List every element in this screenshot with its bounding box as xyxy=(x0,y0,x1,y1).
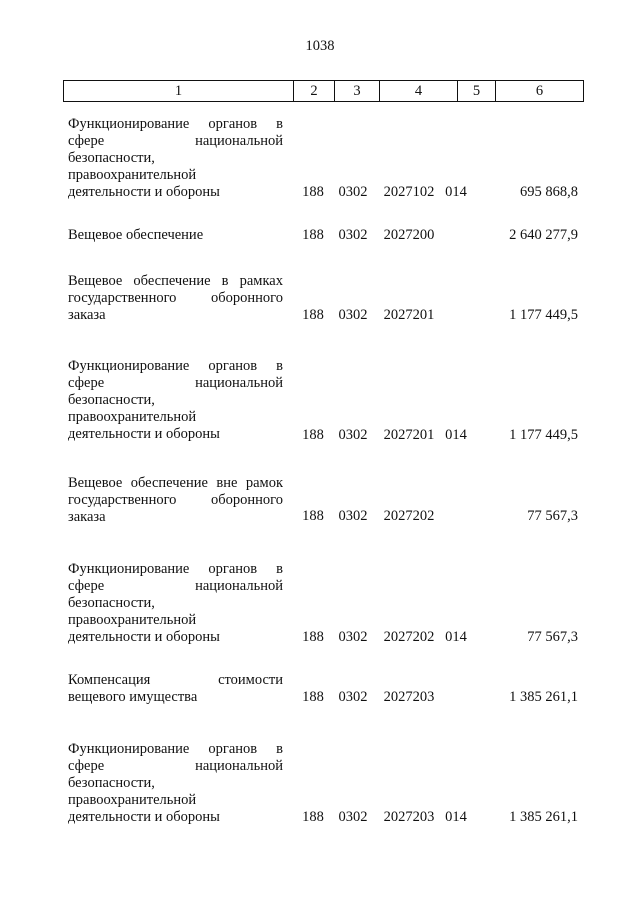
row-name xyxy=(68,358,283,443)
row-name xyxy=(68,561,283,646)
row-name-line: Функционирование органов в xyxy=(68,358,283,374)
table-header xyxy=(63,80,584,102)
row-name-line: сфере национальной xyxy=(68,133,283,149)
row-name-line: Вещевое обеспечение в рамках xyxy=(68,273,283,289)
row-amount: 1 385 261,1 xyxy=(509,809,578,825)
row-code-3: 0302 xyxy=(338,307,368,323)
row-name-line: деятельности и обороны xyxy=(68,809,220,825)
row-code-4: 2027102 xyxy=(383,184,435,200)
row-code-3: 0302 xyxy=(338,227,368,243)
row-name xyxy=(68,672,283,706)
row-code-4: 2027203 xyxy=(383,809,435,825)
row-name xyxy=(68,741,283,826)
row-code-5: 014 xyxy=(445,427,467,443)
row-name-line: Компенсация стоимости xyxy=(68,672,283,688)
row-name-line: государственного оборонного xyxy=(68,290,283,306)
row-code-4: 2027202 xyxy=(383,629,435,645)
row-amount: 1 177 449,5 xyxy=(509,307,578,323)
row-code-2: 188 xyxy=(302,184,324,200)
row-code-3: 0302 xyxy=(338,427,368,443)
row-name-line: Функционирование органов в xyxy=(68,561,283,577)
row-code-4: 2027201 xyxy=(383,427,435,443)
row-name-line: правоохранительной xyxy=(68,612,197,628)
row-name-line: деятельности и обороны xyxy=(68,629,220,645)
row-name-line: деятельности и обороны xyxy=(68,184,220,200)
header-col-3: 3 xyxy=(335,81,380,101)
row-code-2: 188 xyxy=(302,809,324,825)
row-code-4: 2027203 xyxy=(383,689,435,705)
row-code-2: 188 xyxy=(302,427,324,443)
row-code-3: 0302 xyxy=(338,689,368,705)
row-code-3: 0302 xyxy=(338,184,368,200)
row-code-2: 188 xyxy=(302,689,324,705)
row-name-line: безопасности, xyxy=(68,595,155,611)
row-name-line: государственного оборонного xyxy=(68,492,283,508)
row-name xyxy=(68,227,283,244)
row-name-line: заказа xyxy=(68,307,106,323)
row-code-3: 0302 xyxy=(338,809,368,825)
header-col-1: 1 xyxy=(64,81,294,101)
row-name-line: безопасности, xyxy=(68,392,155,408)
row-code-2: 188 xyxy=(302,307,324,323)
row-name-line: Функционирование органов в xyxy=(68,116,283,132)
row-name xyxy=(68,273,283,324)
row-name-line: Функционирование органов в xyxy=(68,741,283,757)
row-amount: 1 177 449,5 xyxy=(509,427,578,443)
row-name-line: безопасности, xyxy=(68,775,155,791)
header-col-4: 4 xyxy=(380,81,458,101)
row-name-line: сфере национальной xyxy=(68,375,283,391)
row-name-line: сфере национальной xyxy=(68,758,283,774)
row-code-2: 188 xyxy=(302,629,324,645)
row-code-5: 014 xyxy=(445,809,467,825)
header-col-6: 6 xyxy=(535,83,544,99)
row-amount: 77 567,3 xyxy=(527,629,578,645)
row-name xyxy=(68,116,283,201)
page-number: 1038 xyxy=(305,38,335,54)
row-amount: 695 868,8 xyxy=(520,184,578,200)
row-name-line: Вещевое обеспечение вне рамок xyxy=(68,475,283,491)
row-name-line: Вещевое обеспечение xyxy=(68,227,204,243)
row-name-line: сфере национальной xyxy=(68,578,283,594)
row-code-4: 2027202 xyxy=(383,508,435,524)
row-code-5: 014 xyxy=(445,184,467,200)
row-name-line: вещевого имущества xyxy=(68,689,198,705)
row-name-line: правоохранительной xyxy=(68,167,197,183)
row-code-3: 0302 xyxy=(338,629,368,645)
row-name xyxy=(68,475,283,526)
row-code-2: 188 xyxy=(302,508,324,524)
row-name-line: правоохранительной xyxy=(68,409,197,425)
row-name-line: деятельности и обороны xyxy=(68,426,220,442)
header-col-5: 5 xyxy=(458,81,496,101)
header-col-2: 2 xyxy=(294,81,335,101)
row-amount: 1 385 261,1 xyxy=(509,689,578,705)
row-code-4: 2027201 xyxy=(383,307,435,323)
row-code-2: 188 xyxy=(302,227,324,243)
row-name-line: заказа xyxy=(68,509,106,525)
row-code-3: 0302 xyxy=(338,508,368,524)
row-name-line: правоохранительной xyxy=(68,792,197,808)
row-amount: 77 567,3 xyxy=(527,508,578,524)
row-name-line: безопасности, xyxy=(68,150,155,166)
row-code-5: 014 xyxy=(445,629,467,645)
row-amount: 2 640 277,9 xyxy=(509,227,578,243)
row-code-4: 2027200 xyxy=(383,227,435,243)
